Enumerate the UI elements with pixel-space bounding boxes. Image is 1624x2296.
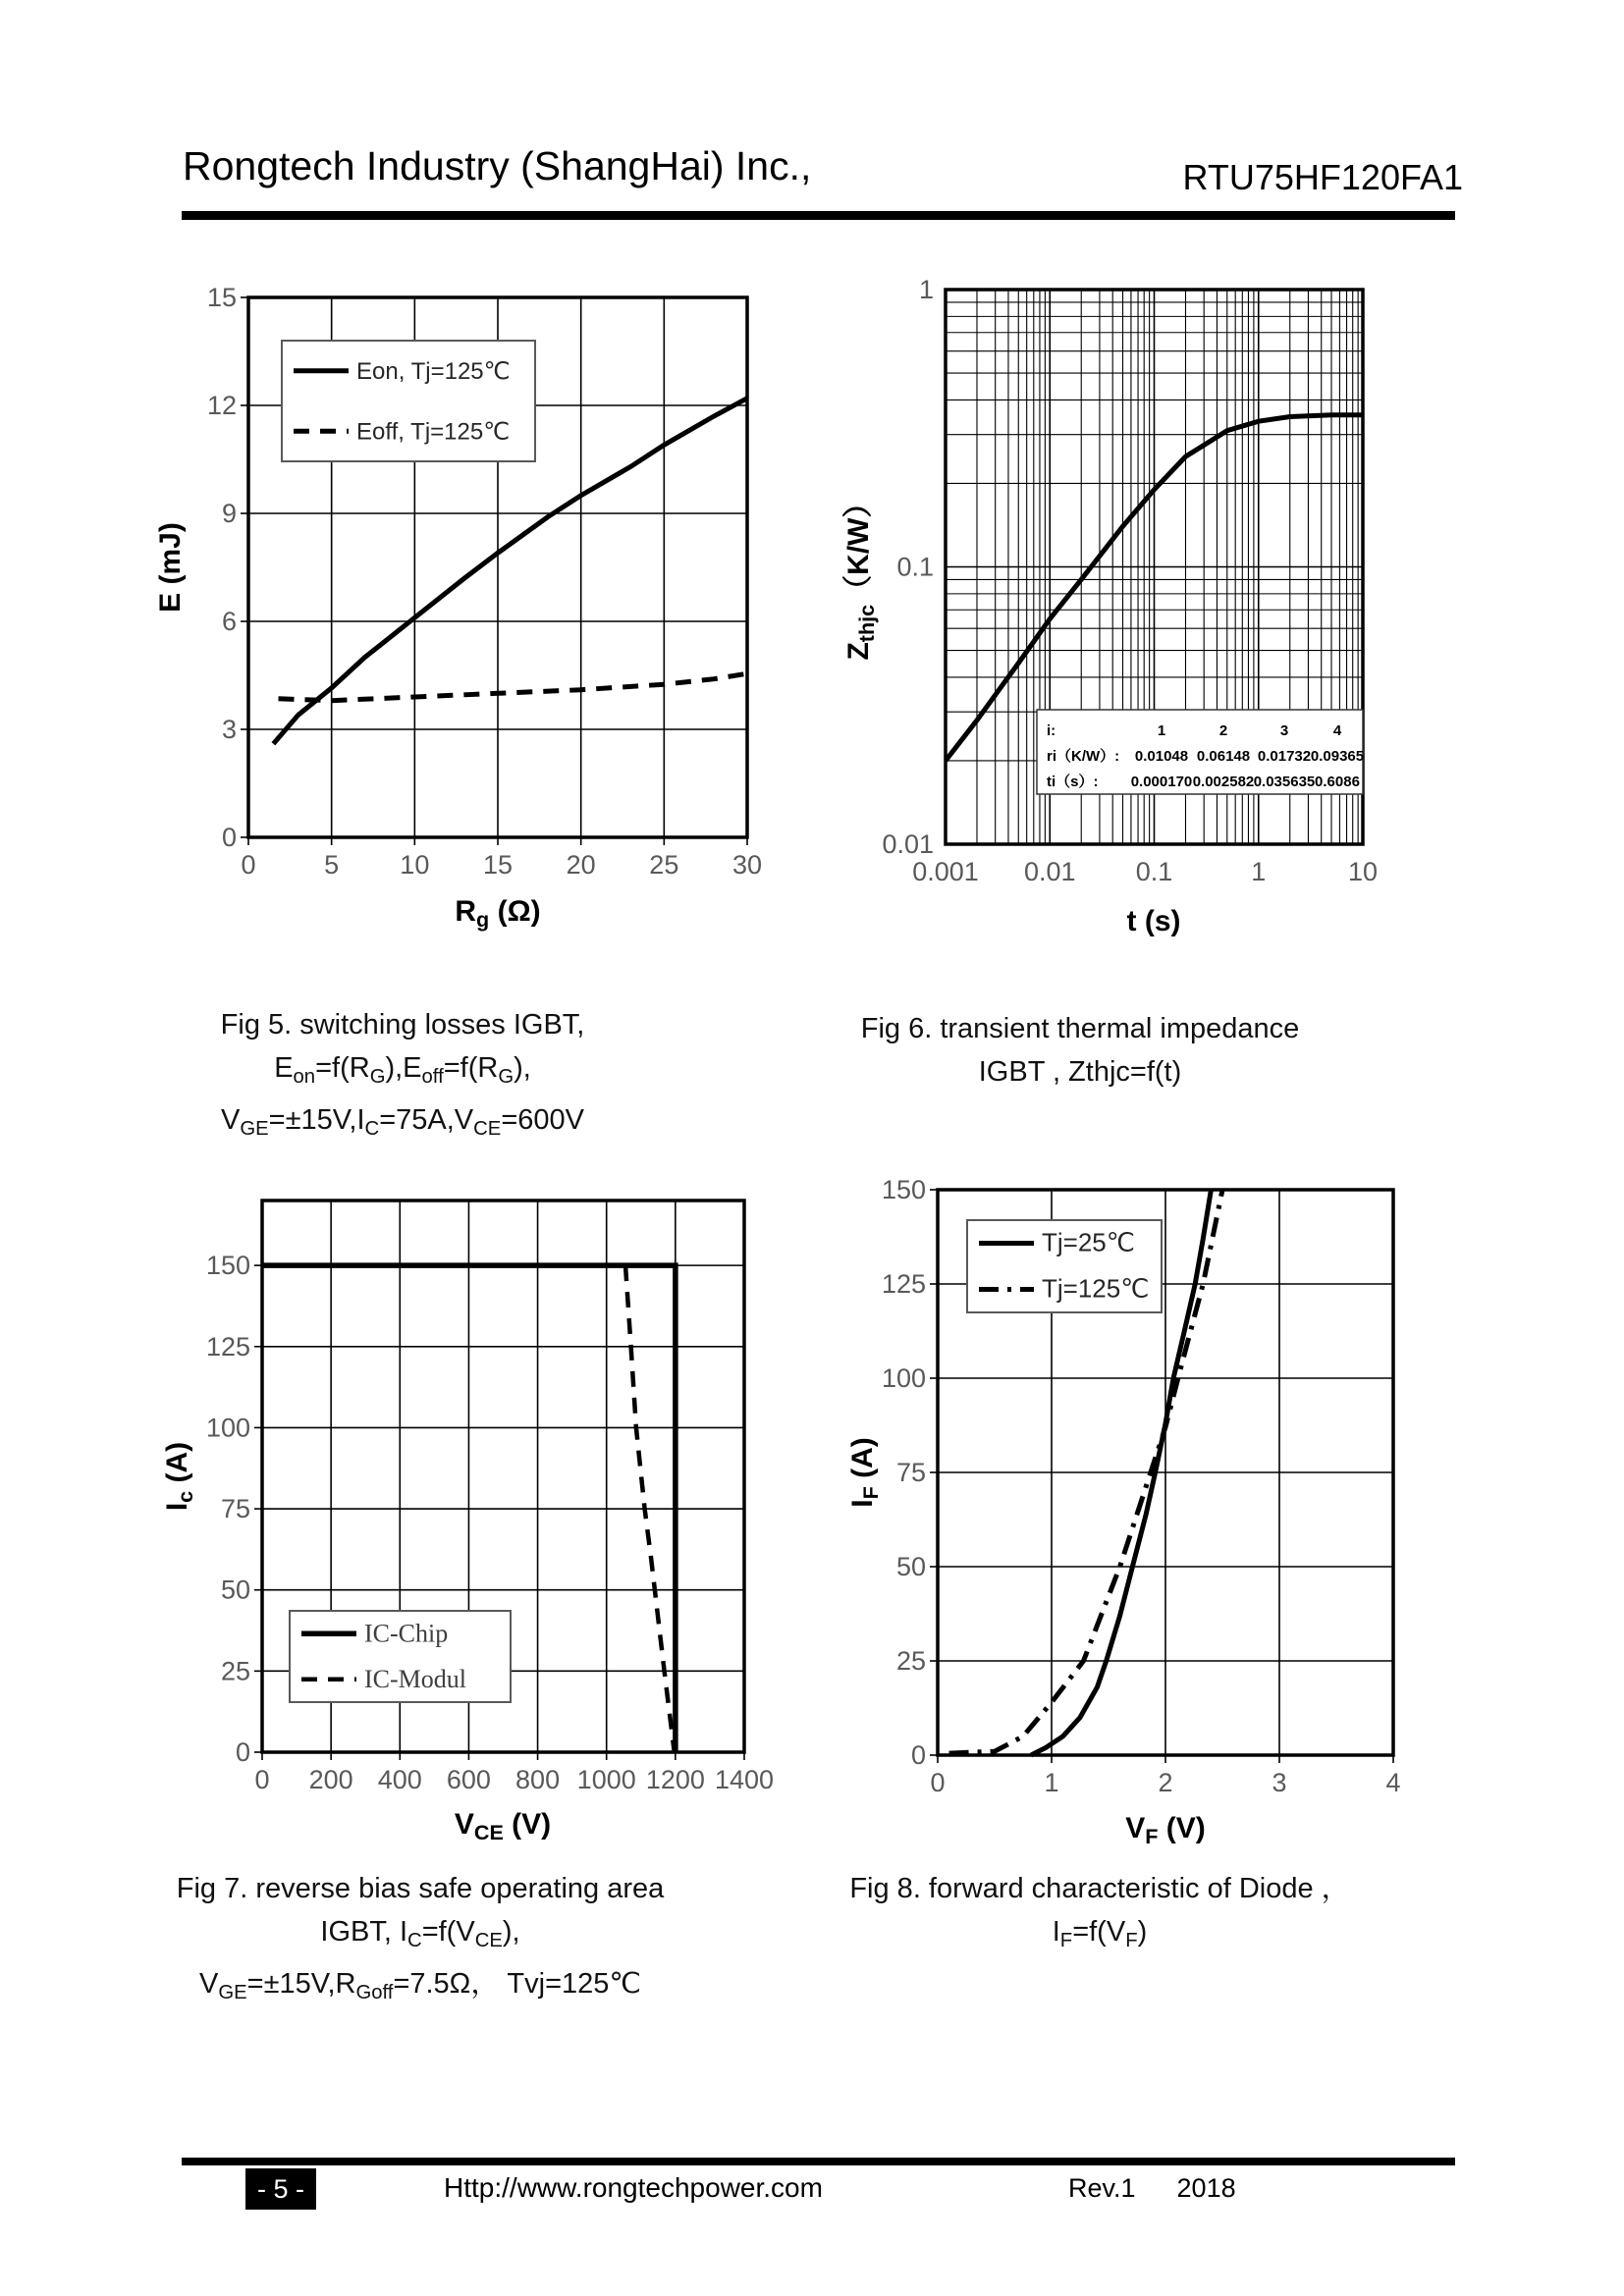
svg-text:i:: i:: [1047, 722, 1056, 739]
svg-text:Eon, Tj=125℃: Eon, Tj=125℃: [356, 357, 511, 385]
svg-text:100: 100: [205, 1413, 250, 1443]
svg-text:0.09365: 0.09365: [1310, 748, 1365, 765]
svg-text:t (s): t (s): [1126, 905, 1181, 937]
svg-text:VCE (V): $V_{CE}$ (V): [454, 1808, 552, 1844]
svg-text:10: 10: [1347, 857, 1379, 886]
fig7-caption-line1: Fig 7. reverse bias safe operating area IGBT, $I_C=f(V_{CE})$,: [176, 1873, 665, 1952]
svg-text:200: 200: [308, 1765, 353, 1794]
svg-text:12: 12: [206, 391, 237, 420]
svg-text:30: 30: [731, 850, 763, 880]
svg-text:25: 25: [895, 1646, 926, 1676]
footer-website: Http://www.rongtechpower.com: [444, 2172, 823, 2203]
svg-text:0.001: 0.001: [912, 857, 979, 886]
svg-text:1200: 1200: [645, 1765, 705, 1794]
fig6-caption-line1: Fig 6. transient thermal impedance IGBT , Zthjc=f(t): [860, 1013, 1300, 1088]
svg-text:0.01732: 0.01732: [1257, 748, 1312, 765]
svg-text:0: 0: [254, 1765, 270, 1794]
svg-text:0.01: 0.01: [1023, 857, 1076, 886]
svg-text:E (mJ): E (mJ): [154, 522, 187, 613]
page-number-badge: - 5 -: [245, 2168, 316, 2210]
svg-text:9: 9: [221, 499, 237, 528]
svg-text:Tj=125℃: Tj=125℃: [1042, 1273, 1150, 1304]
svg-text:IC-Chip: IC-Chip: [364, 1619, 449, 1648]
svg-text:Ic (A): $I_c$ (A): [161, 1441, 197, 1512]
svg-text:VF (V): $V_F$ (V): [1125, 1812, 1206, 1848]
svg-text:50: 50: [220, 1575, 250, 1605]
svg-text:100: 100: [881, 1363, 926, 1393]
svg-text:0.6086: 0.6086: [1315, 774, 1360, 790]
svg-text:15: 15: [206, 283, 237, 312]
svg-text:0: 0: [930, 1768, 946, 1797]
svg-text:4: 4: [1385, 1768, 1401, 1797]
svg-text:ri（K/W）:: ri（K/W）:: [1047, 748, 1120, 765]
svg-text:25: 25: [649, 850, 679, 880]
svg-text:ti（s）:: ti（s）:: [1047, 774, 1099, 790]
fig5-caption-line1: Fig 5. switching losses IGBT, $E_{on}=f(R_G),E_{off}=f(R_G)$,: [220, 1009, 585, 1089]
svg-text:0.002582: 0.002582: [1192, 774, 1255, 790]
svg-text:0.06148: 0.06148: [1196, 748, 1251, 765]
svg-text:IF (A): $I_F$ (A): [846, 1437, 883, 1508]
svg-text:3: 3: [1279, 722, 1289, 739]
svg-text:IC-Modul: IC-Modul: [364, 1664, 466, 1693]
svg-text:1: 1: [1157, 722, 1166, 739]
svg-text:0.01: 0.01: [882, 829, 934, 859]
svg-text:2: 2: [1218, 722, 1228, 739]
svg-text:0.1: 0.1: [1135, 857, 1173, 886]
fig5-caption: [137, 1003, 668, 1150]
svg-text:0: 0: [241, 850, 256, 880]
svg-text:Zthjc（K/W）: $Z_{thjc}(K/W)$: [842, 488, 879, 661]
svg-text:0.1: 0.1: [896, 552, 934, 582]
svg-text:0.000170: 0.000170: [1130, 774, 1193, 790]
svg-text:Tj=25℃: Tj=25℃: [1042, 1227, 1135, 1257]
svg-text:25: 25: [220, 1656, 250, 1686]
svg-text:0.035635: 0.035635: [1253, 774, 1316, 790]
revision-label: Rev.1: [1068, 2173, 1136, 2203]
svg-text:125: 125: [205, 1331, 250, 1362]
fig8-caption-line1: Fig 8. forward characteristic of Diode ， $I_F=f(V_F)$: [849, 1873, 1350, 1952]
svg-text:75: 75: [895, 1458, 926, 1487]
svg-text:50: 50: [895, 1552, 926, 1581]
svg-text:0: 0: [235, 1737, 250, 1767]
svg-text:Rg (Ω): $R_g$ (Ω): [455, 895, 541, 932]
svg-text:1: 1: [1044, 1768, 1059, 1797]
svg-text:125: 125: [881, 1269, 926, 1299]
revision-year: 2018: [1176, 2173, 1236, 2203]
company-name: Rongtech Industry (ShangHai) Inc.,: [183, 143, 812, 188]
fig6-caption: [825, 1007, 1335, 1094]
svg-text:4: 4: [1332, 722, 1342, 739]
footer-revision: [1068, 2173, 1236, 2204]
svg-text:20: 20: [566, 850, 596, 880]
svg-text:3: 3: [1272, 1768, 1287, 1797]
svg-text:600: 600: [446, 1765, 491, 1794]
svg-text:150: 150: [881, 1175, 926, 1204]
svg-text:6: 6: [221, 607, 237, 636]
svg-text:150: 150: [205, 1251, 250, 1281]
svg-text:10: 10: [400, 850, 430, 880]
svg-text:75: 75: [220, 1494, 250, 1524]
footer-rule: [182, 2158, 1455, 2165]
svg-text:1: 1: [918, 275, 934, 304]
fig7-caption: [147, 1867, 693, 2014]
svg-text:Eoff, Tj=125℃: Eoff, Tj=125℃: [356, 418, 511, 446]
fig5-caption-line2: $V_{GE}=\pm 15V,I_C=75A,V_{CE}=600V$: [220, 1104, 584, 1141]
svg-text:400: 400: [377, 1765, 422, 1794]
svg-text:15: 15: [482, 850, 514, 880]
svg-text:5: 5: [324, 850, 340, 880]
svg-text:0: 0: [221, 823, 237, 852]
svg-text:2: 2: [1158, 1768, 1173, 1797]
fig8-caption: [844, 1867, 1355, 1962]
svg-text:1400: 1400: [714, 1765, 775, 1794]
svg-text:1000: 1000: [576, 1765, 636, 1794]
svg-text:800: 800: [515, 1765, 561, 1794]
part-number: RTU75HF120FA1: [1182, 157, 1463, 197]
fig7-caption-line2: $V_{GE}=\pm 15V,R_{Goff}=7.5\Omega$， Tvj=125℃: [199, 1968, 641, 2004]
svg-text:0.01048: 0.01048: [1134, 748, 1189, 765]
svg-text:1: 1: [1251, 857, 1267, 886]
svg-text:3: 3: [221, 715, 237, 744]
svg-text:0: 0: [910, 1740, 926, 1770]
